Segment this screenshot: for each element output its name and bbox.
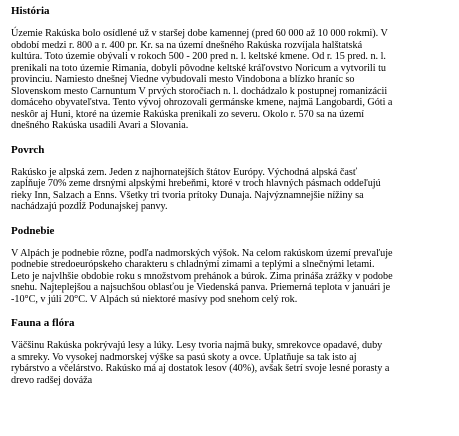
section-text-climate — [11, 248, 451, 306]
text-line: Leto je najvlhšie obdobie roku s množstvom prehánok a búrok. Zima prináša zrážky v podobe — [11, 270, 393, 282]
text-line: kultúra. Toto územie obývali v rokoch 500 - 200 pred n. l. keltské kmene. Od r. 15 pred. n. l. — [11, 51, 386, 62]
section-text-surface — [11, 167, 451, 213]
text-line: a smreky. Vo vysokej nadmorskej výške sa pasú skoty a ovce. Uplatňuje sa tak isto aj — [11, 351, 357, 363]
text-line: domáceho obyvateľstva. Tento vývoj ohrozovali germánske kmene, najmä Langobardi, Góti a — [11, 97, 393, 108]
text-line: dnešného Rakúska usadili Avari a Slovania. — [11, 120, 189, 131]
section-heading-climate: Podnebie — [11, 224, 55, 237]
text-line: rybárstvo a včelárstvo. Rakúsko má aj dostatok lesov (40%), avšak šetrí svoje lesné porasty a — [11, 363, 390, 374]
document-body — [11, 5, 451, 398]
text-line: neskôr aj Huni, ktoré na územie Rakúska prenikali zo severu. Okolo r. 570 sa na území — [11, 108, 365, 120]
section-climate — [11, 225, 451, 306]
section-text-history — [11, 28, 451, 132]
text-line: nachádzajú pozdĺž Podunajskej panvy. — [11, 201, 168, 212]
text-line: Územie Rakúska bolo osídlené už v staršej dobe kamennej (pred 60 000 až 10 000 rokmi). V — [11, 28, 388, 39]
section-history — [11, 5, 451, 132]
text-line: zapĺňuje 70% zeme drsnými alpskými hrebeňmi, ktoré v troch hlavných pásmach oddeľujú — [11, 178, 381, 189]
section-surface — [11, 144, 451, 213]
section-heading-surface: Povrch — [11, 143, 45, 156]
text-line: podnebie stredoeurópskeho charakteru s chladnými zimami a teplými a slnečnými letami. — [11, 259, 375, 270]
section-text-fauna-flora — [11, 340, 451, 386]
text-line: období medzi r. 800 a r. 400 pr. Kr. sa na území dnešného Rakúska rozvíjala halštatská — [11, 39, 363, 51]
text-line: provinciu. Namiesto dnešnej Viedne vybudovali mesto Vindobona a blízko hraníc so — [11, 74, 355, 85]
text-line: -10°C, v júli 20°C. V Alpách sú niektoré masívy pod snehom celý rok. — [11, 293, 298, 305]
section-heading-history: História — [11, 5, 50, 17]
text-line: V Alpách je podnebie rôzne, podľa nadmorských výšok. Na celom rakúskom území prevaľuje — [11, 247, 393, 259]
section-heading-fauna-flora: Fauna a flóra — [11, 317, 75, 329]
text-line: snehu. Najteplejšou a najsuchšou oblasťou je Viedenská panva. Priemerná teplota v januári je — [11, 282, 391, 293]
text-line: Slovenskom mesto Carnuntum V prvých storočiach n. l. dochádzalo k postupnej romanizácii — [11, 85, 388, 97]
text-line: drevo radšej dováža — [11, 374, 93, 386]
text-line: rieky Inn, Salzach a Enns. Všetky tri tvoria prítoky Dunaja. Najvýznamnejšie nížiny sa — [11, 189, 364, 201]
section-fauna-flora — [11, 317, 451, 386]
text-line: prenikali na toto územie Rimania, dobyli pôvodne keltské kráľovstvo Noricum a vytvorili tu — [11, 62, 386, 74]
text-line: Väčšinu Rakúska pokrývajú lesy a lúky. Lesy tvoria najmä buky, smrekovce opadavé, duby — [11, 340, 383, 351]
text-line: Rakúsko je alpská zem. Jeden z najhornatejších štátov Európy. Východná alpská časť — [11, 166, 358, 178]
